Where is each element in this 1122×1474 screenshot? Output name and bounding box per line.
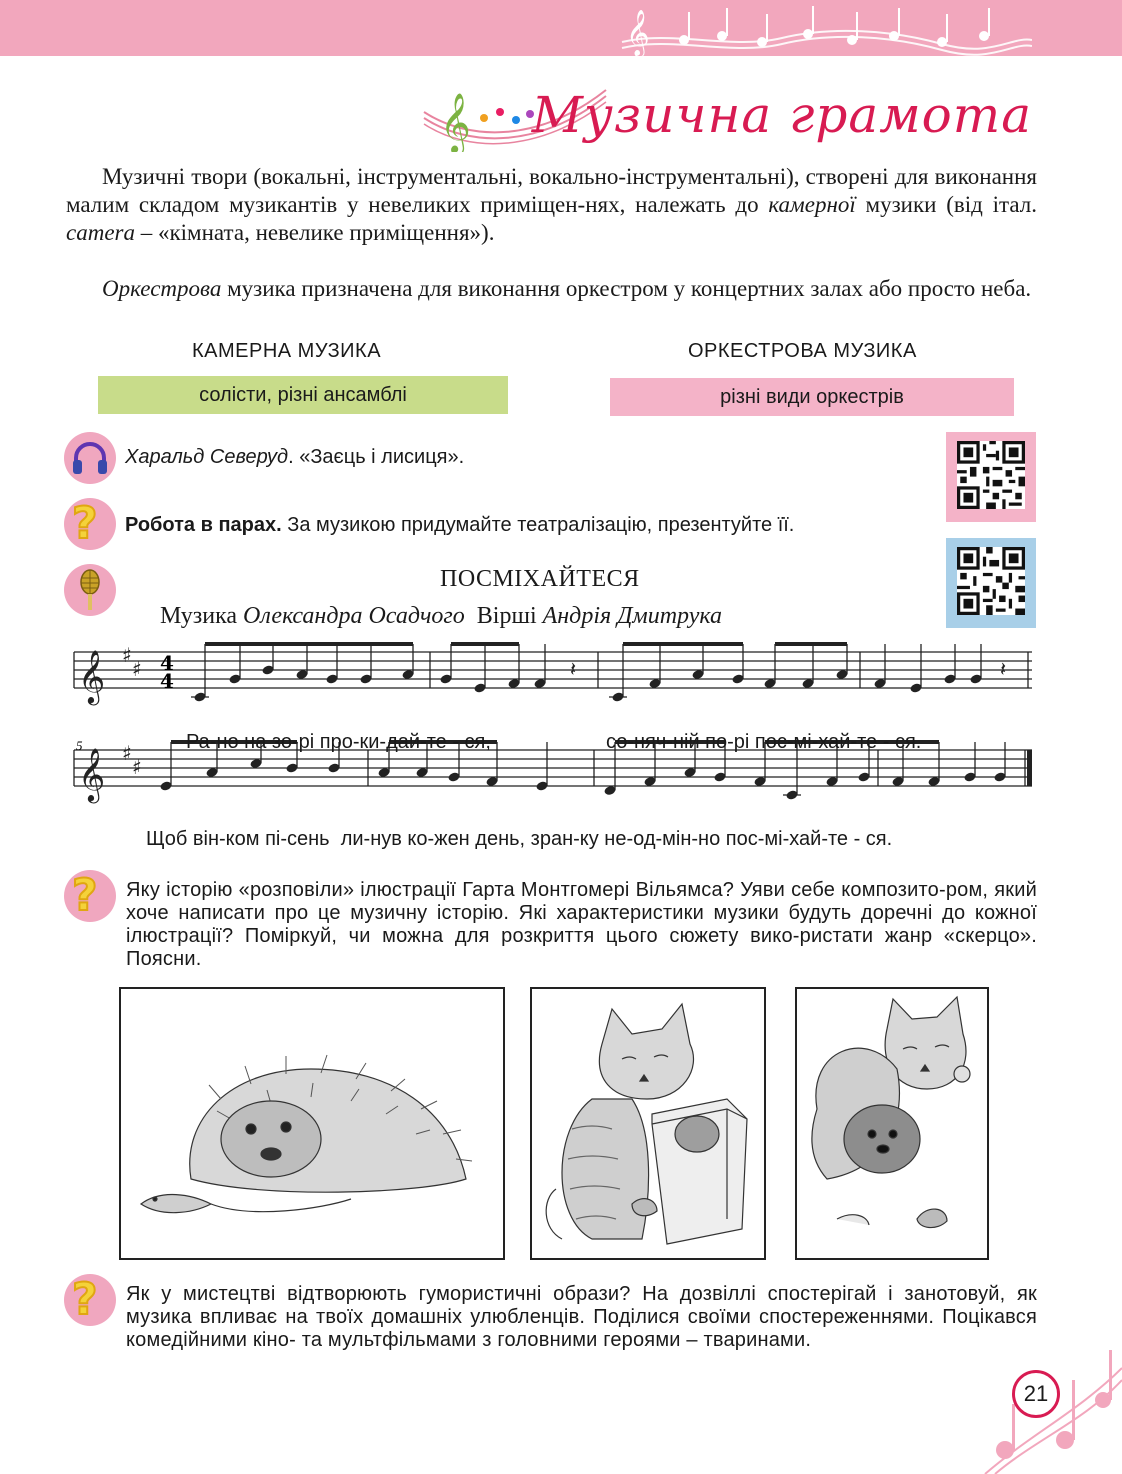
qr-code-listen[interactable]: [946, 432, 1036, 522]
note-beam: [775, 642, 847, 646]
cat-with-puppy-illustration: [795, 987, 989, 1260]
pair-work-text: За музикою придумайте театралізацію, презентуйте її.: [281, 514, 795, 536]
note-beam: [623, 642, 743, 646]
quarter-rest-icon: 𝄽: [1000, 657, 1007, 681]
headphones-icon: [64, 432, 116, 484]
pair-work-label: Робота в парах.: [125, 514, 282, 536]
intro-paragraph-2: Оркестрова музика призначена для виконання оркестром у концертних залах або просто неба.: [102, 276, 1032, 301]
composer-name: Харальд Северуд: [125, 446, 289, 468]
lyrics-line-2: Щоб він-ком пі-сень ли-нув ко-жен день, зран-ку не-од-мін-но пос-мі-хай-те - ся.: [146, 828, 893, 850]
hedgehog-and-mouse-illustration: [119, 987, 505, 1260]
composer-author: Олександра Осадчого: [243, 603, 465, 629]
time-signature-bottom: 4: [160, 669, 174, 693]
question-icon: ?: [64, 498, 116, 550]
note-beam: [205, 642, 413, 646]
intro-paragraph-1: Музичні твори (вокальні, інструментальні, вокально-інструментальні), створені для виконання малим складом музикантів у невеликих приміщен-нях, належать до камерної музики (від італ. camera – «кімната, невелике приміщення»).: [66, 164, 1038, 245]
chamber-music-box: солісти, різні ансамблі: [98, 376, 508, 414]
sharp-icon: ♯: [122, 741, 132, 765]
final-barline: [1027, 750, 1032, 786]
question-icon: ?: [64, 1274, 116, 1326]
lyrics-line-1a: Ра-но на зо-рі про-ки-дай-те - ся,: [186, 731, 491, 753]
lyrics-line-1b: со-няч-ній по-рі пос-мі-хай-те - ся.: [606, 731, 922, 753]
note-beam: [451, 642, 519, 646]
microphone-icon: [64, 564, 116, 616]
listen-line: [125, 446, 464, 469]
qr-code-listen-pattern: [957, 441, 1025, 509]
qr-code-song[interactable]: [946, 538, 1036, 628]
listen-work-title: . «Заєць і лисиця».: [288, 446, 465, 468]
question-icon: ?: [64, 870, 116, 922]
section-header: [420, 82, 1040, 162]
sharp-icon: ♯: [132, 657, 142, 681]
orchestral-music-box: різні види оркестрів: [610, 378, 1014, 416]
quarter-rest-icon: 𝄽: [570, 657, 577, 681]
question-2-text: Як у мистецтві відтворюють гумористичні образи? На дозвіллі спостерігай і занотовуй, як музика впливає на твоїх домашніх улюбленців. Поділися своїми спостереженнями. Поцікався комедійними кіно- та мультфільмами з головними героями – тваринами.: [126, 1283, 1037, 1351]
lyricist-author: Андрія Дмитрука: [542, 603, 723, 629]
song-credits: Музика Олександра Осадчого Вірші Андрія Дмитрука: [160, 603, 723, 629]
song-title: ПОСМІХАЙТЕСЯ: [440, 566, 640, 592]
chamber-music-heading: КАМЕРНА МУЗИКА: [192, 340, 382, 362]
qr-code-song-pattern: [957, 547, 1025, 615]
measure-number: 5: [76, 738, 83, 753]
svg-text:𝄞: 𝄞: [626, 10, 650, 56]
pair-work-line: [125, 514, 794, 537]
orchestral-music-heading: ОРКЕСТРОВА МУЗИКА: [688, 340, 917, 362]
question-1-text: Яку історію «розповіли» ілюстрації Гарта Монтгомері Вільямса? Уяви себе композито-ром, який хоче написати про це музичну історію. Які характеристики музики будуть доречні до кожної ілюстрації? Поміркуй, чи можна для розкриття цього сюжету вико-ристати жанр «скерцо». Поясни.: [126, 879, 1037, 970]
time-signature-top: 4: [160, 651, 174, 675]
cat-with-box-illustration: [530, 987, 766, 1260]
sharp-icon: ♯: [122, 643, 132, 667]
treble-clef-icon: 𝄞: [78, 747, 106, 801]
page-number: 21: [1012, 1370, 1060, 1418]
treble-clef-icon: 𝄞: [78, 649, 106, 703]
music-notes-decoration: [612, 0, 1032, 56]
sharp-icon: ♯: [132, 755, 142, 779]
svg-text:𝄞: 𝄞: [440, 93, 471, 152]
section-title: Музична грамота: [531, 86, 1032, 144]
